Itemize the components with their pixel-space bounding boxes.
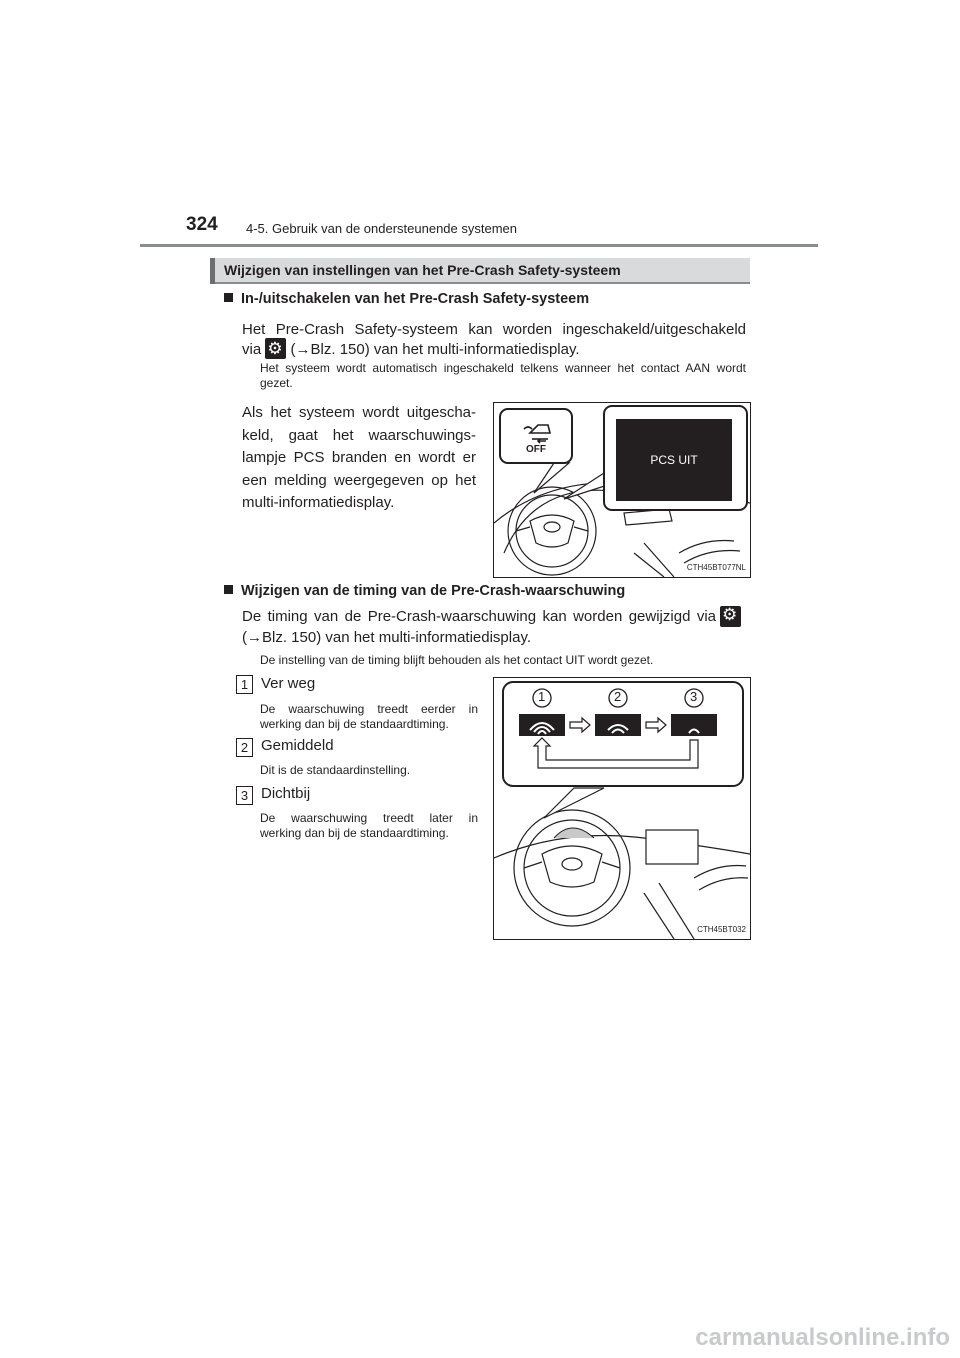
timing-heading-text: Wijzigen van de timing van de Pre-Crash-waarschuwing — [241, 583, 626, 599]
toggle-line1: Het Pre-Crash Safety-systeem kan worden ingeschakeld/uitgeschakeld — [242, 321, 746, 338]
timing-line2: (→Blz. 150) van het multi-informatiedisplay. — [242, 629, 531, 646]
timing-line1: De timing van de Pre-Crash-waarschuwing kan worden gewijzigd via — [242, 608, 716, 625]
square-bullet-icon — [224, 293, 233, 302]
section-bar — [210, 258, 750, 284]
item-number: 1 — [236, 675, 253, 694]
item-desc-line: De waarschuwing treedt later in — [260, 811, 478, 825]
item-desc — [260, 763, 478, 778]
item-desc-line: werking dan bij de standaardtiming. — [260, 826, 449, 840]
option-label: 3 — [690, 689, 698, 704]
pcs-display-text: PCS UIT — [650, 453, 698, 467]
timing-heading — [224, 583, 625, 599]
toggle-desc-line: een melding weergegeven op het — [242, 471, 476, 489]
figure-code: CTH45BT077NL — [686, 563, 746, 572]
item-title: Gemiddeld — [261, 737, 334, 754]
square-bullet-icon — [224, 585, 233, 594]
off-label: OFF — [526, 444, 546, 455]
settings-gear-icon — [720, 606, 741, 627]
toggle-line2-prefix: via — [242, 341, 262, 358]
section-accent — [210, 258, 215, 284]
option-label: 1 — [538, 689, 546, 704]
toggle-desc-line: keld, gaat het waarschuwings- — [242, 426, 476, 444]
section-title: Wijzigen van instellingen van het Pre-Crash Safety-systeem — [224, 262, 621, 278]
item-desc-line: Dit is de standaardinstelling. — [260, 763, 411, 777]
toggle-desc-line: multi-informatiedisplay. — [242, 494, 395, 511]
item-number: 3 — [236, 786, 253, 805]
timing-note: De instelling van de timing blijft behouden als het contact UIT wordt gezet. — [260, 653, 654, 667]
item-desc-line: De waarschuwing treedt eerder in — [260, 702, 478, 716]
item-title: Dichtbij — [261, 785, 311, 802]
toggle-heading — [224, 291, 589, 307]
option-label: 2 — [614, 689, 622, 704]
figure-code: CTH45BT032 — [697, 925, 746, 934]
toggle-desc — [242, 402, 476, 515]
timing-illustration — [494, 678, 750, 939]
toggle-desc-line: Als het systeem wordt uitgescha- — [242, 404, 476, 421]
toggle-heading-text: In-/uitschakelen van het Pre-Crash Safety-systeem — [241, 291, 590, 307]
settings-gear-icon — [265, 338, 286, 359]
toggle-line2-suffix: (→Blz. 150) van het multi-informatiedisplay. — [290, 341, 580, 358]
header-rule — [140, 244, 818, 247]
page-number: 324 — [186, 214, 218, 235]
item-title: Ver weg — [261, 675, 316, 692]
item-number: 2 — [236, 738, 253, 757]
item-desc — [260, 811, 478, 841]
item-desc-line: werking dan bij de standaardtiming. — [260, 717, 449, 731]
watermark: carmanualsonline.info — [695, 1324, 950, 1351]
item-desc — [260, 702, 478, 732]
timing-figure — [493, 677, 751, 940]
chapter-title: 4-5. Gebruik van de ondersteunende systemen — [246, 221, 518, 236]
toggle-desc-line: lampje PCS branden en wordt er — [242, 449, 476, 466]
toggle-line2 — [242, 338, 746, 361]
pcs-off-figure — [493, 402, 751, 578]
toggle-note: Het systeem wordt automatisch ingeschakeld telkens wanneer het contact AAN wordt gezet. — [260, 361, 746, 390]
